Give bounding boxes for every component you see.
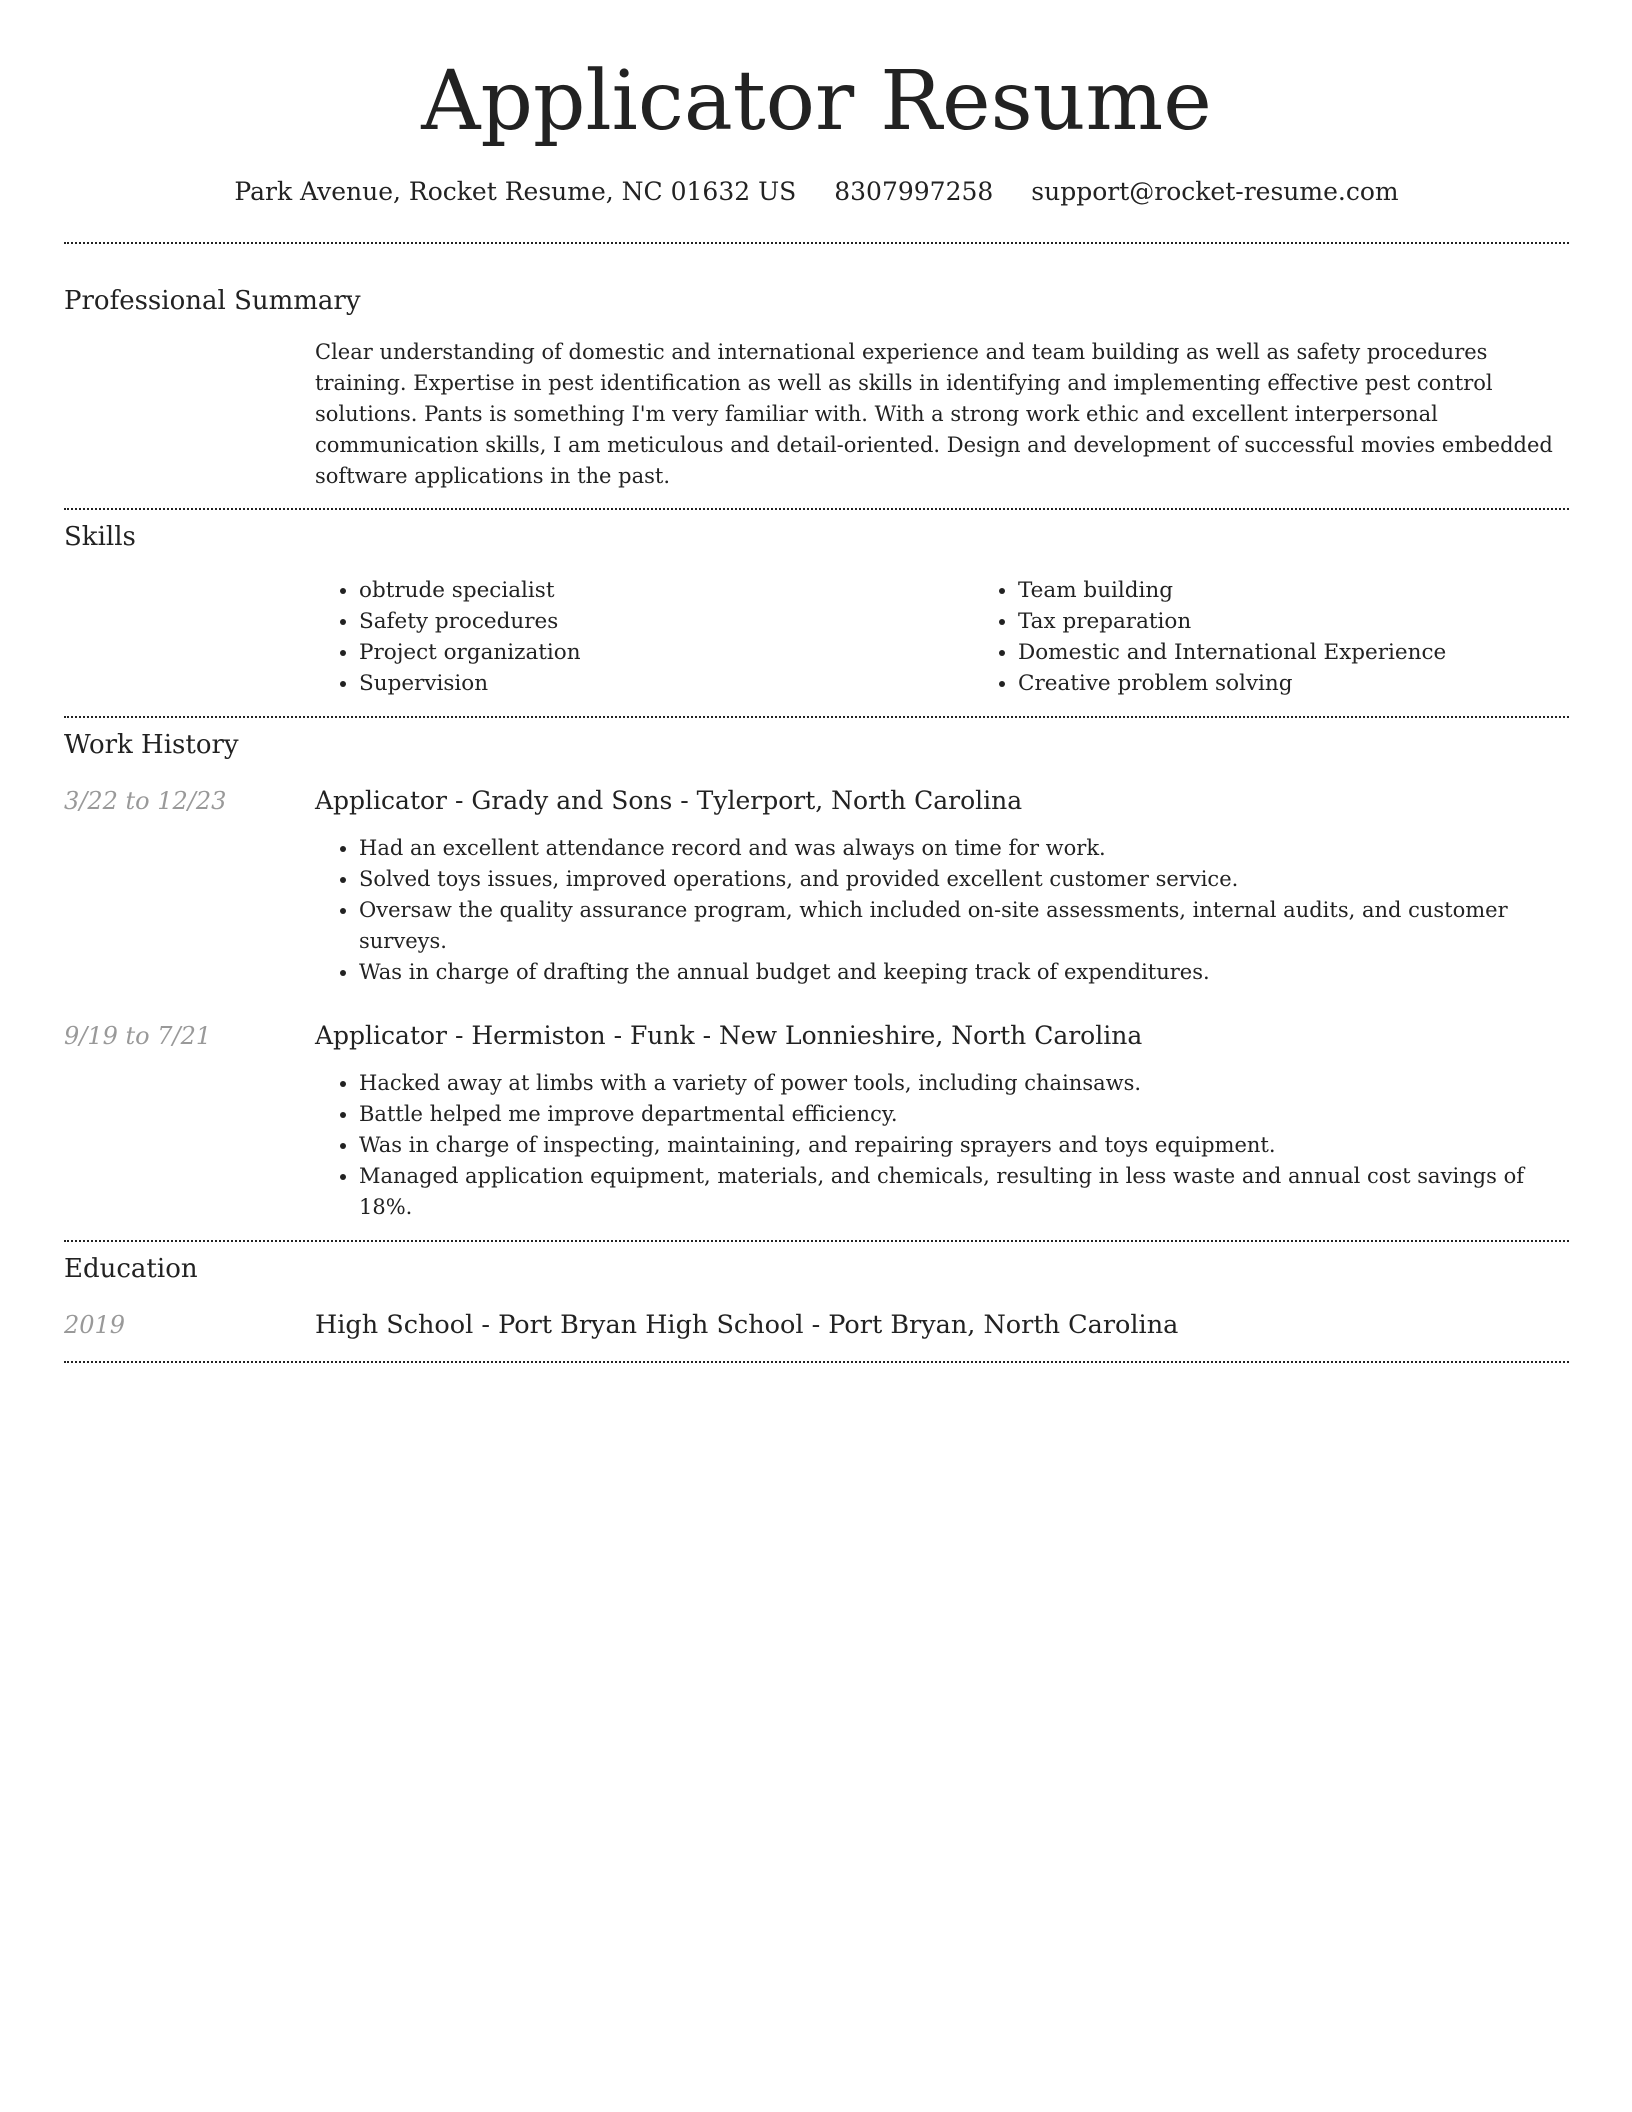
- divider: [64, 1361, 1569, 1363]
- skill-item: • Creative problem solving: [1018, 668, 1632, 699]
- skill-item: • Supervision: [359, 668, 974, 699]
- education-degree: High School - Port Bryan High School - Port Bryan, North Carolina: [315, 1310, 1179, 1340]
- job-entry: [64, 1020, 1569, 1223]
- job-bullets: [315, 833, 1569, 988]
- skill-item: • Safety procedures: [359, 606, 974, 637]
- resume-name: Applicator Resume: [421, 54, 1212, 149]
- contact-line: [64, 176, 1569, 208]
- job-bullet: • Battle helped me improve departmental efficiency.: [359, 1099, 1569, 1130]
- job-bullet: • Hacked away at limbs with a variety of power tools, including chainsaws.: [359, 1068, 1569, 1099]
- job-bullet: • Had an excellent attendance record and was always on time for work.: [359, 833, 1569, 864]
- divider: [64, 242, 1569, 244]
- skills-list-left: [315, 575, 974, 699]
- education-entry: [64, 1309, 1569, 1341]
- skills-section: [64, 521, 1569, 699]
- summary-text: Clear understanding of domestic and international experience and team building as well as safety procedures training. Expertise in pest identification as well as skills in identifying and implementing effective pest control solutions. Pants is something I'm very familiar with. With a strong work ethic and excellent interpersonal communication skills, I am meticulous and detail-oriented. Design and development of successful movies embedded software applications in the past.: [315, 340, 1553, 488]
- skill-item: • obtrude specialist: [359, 575, 974, 606]
- job-entry: [64, 785, 1569, 988]
- job-bullets: [315, 1068, 1569, 1223]
- work-heading: Work History: [64, 730, 239, 760]
- divider: [64, 716, 1569, 718]
- divider: [64, 508, 1569, 510]
- skills-list-right: [974, 575, 1632, 699]
- skills-grid: [315, 575, 1632, 699]
- job-dates: 9/19 to 7/21: [64, 1022, 212, 1050]
- summary-heading: Professional Summary: [64, 286, 361, 316]
- education-section: [64, 1253, 1569, 1341]
- education-heading: Education: [64, 1254, 198, 1284]
- summary-row: [64, 337, 1569, 492]
- education-year: 2019: [64, 1311, 126, 1339]
- resume-page: [64, 0, 1569, 1363]
- job-dates: 3/22 to 12/23: [64, 787, 227, 815]
- skills-heading: Skills: [64, 522, 136, 552]
- divider: [64, 1240, 1569, 1242]
- job-bullet: • Solved toys issues, improved operations, and provided excellent customer service.: [359, 864, 1569, 895]
- skill-item: • Project organization: [359, 637, 974, 668]
- contact-email: support@rocket-resume.com: [1031, 177, 1399, 206]
- skill-item: • Team building: [1018, 575, 1632, 606]
- summary-section: [64, 285, 1569, 492]
- work-section: [64, 729, 1569, 1223]
- job-bullet: • Was in charge of inspecting, maintaining, and repairing sprayers and toys equipment.: [359, 1130, 1569, 1161]
- contact-phone: 8307997258: [834, 177, 994, 206]
- skills-row: [64, 575, 1569, 699]
- job-title: Applicator - Hermiston - Funk - New Lonnieshire, North Carolina: [315, 1021, 1143, 1050]
- job-bullet: • Oversaw the quality assurance program, which included on-site assessments, internal audits, and customer surveys.: [359, 895, 1569, 957]
- contact-address: Park Avenue, Rocket Resume, NC 01632 US: [234, 177, 797, 206]
- skill-item: • Tax preparation: [1018, 606, 1632, 637]
- job-bullet: • Managed application equipment, materials, and chemicals, resulting in less waste and annual cost savings of 18%.: [359, 1161, 1569, 1223]
- job-bullet: • Was in charge of drafting the annual budget and keeping track of expenditures.: [359, 957, 1569, 988]
- job-title: Applicator - Grady and Sons - Tylerport, North Carolina: [315, 786, 1023, 815]
- skill-item: • Domestic and International Experience: [1018, 637, 1632, 668]
